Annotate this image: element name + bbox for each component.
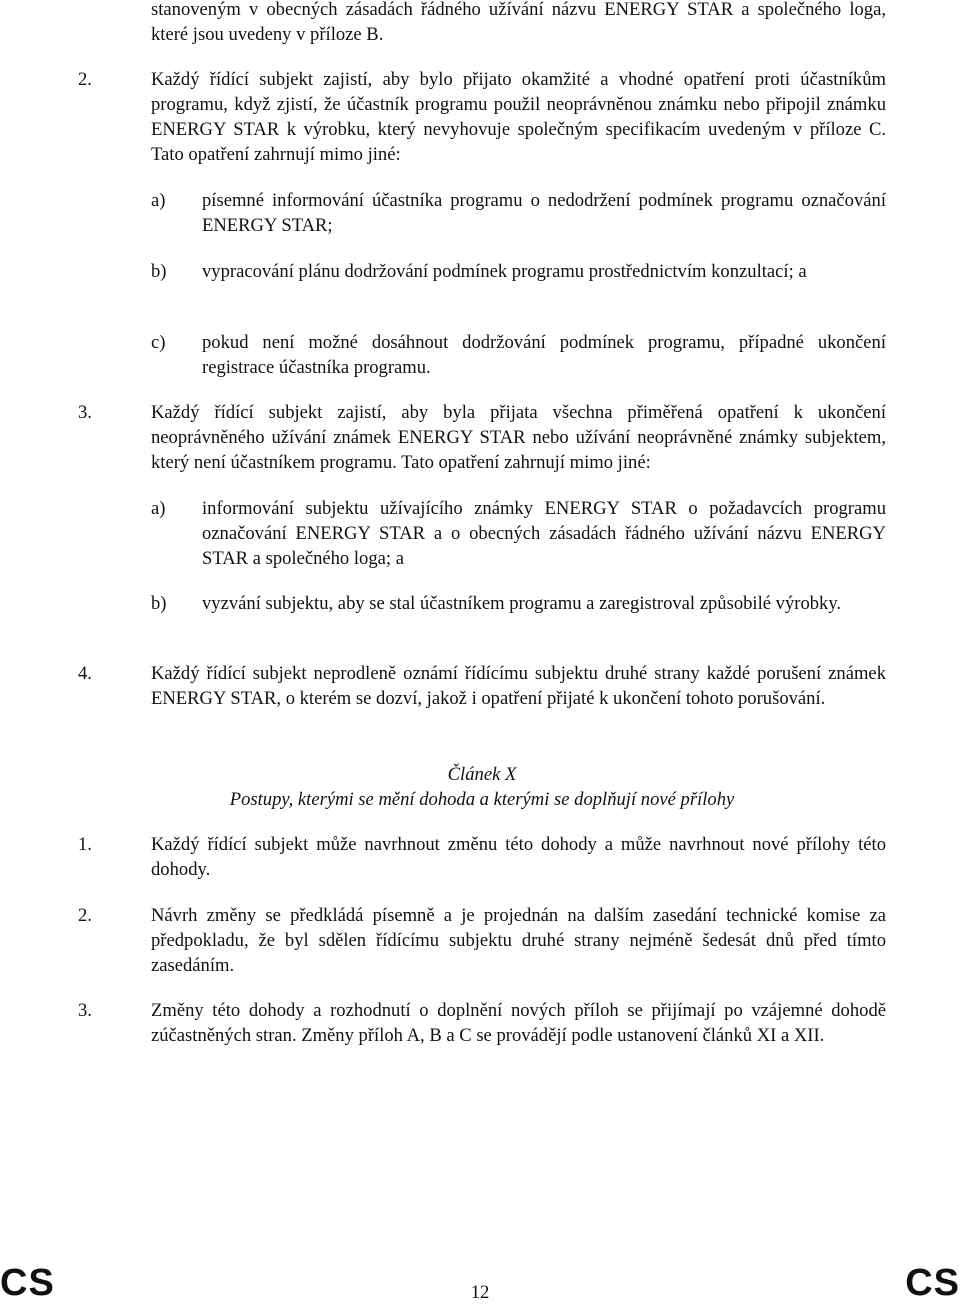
paragraph-text: Změny této dohody a rozhodnutí o doplnění nových příloh se přijímají po vzájemné dohodě zúčastněných stran. Změny příloh A, B a C se provádějí podle ustanovení článků XI a XII.	[151, 1000, 886, 1046]
paragraph-text: Každý řídící subjekt neprodleně oznámí řídícímu subjektu druhé strany každé porušení známek ENERGY STAR, o kterém se dozví, jakož i opatření přijaté k ukončení tohoto porušování.	[151, 663, 886, 709]
intro-continuation	[78, 0, 886, 47]
paragraph-number: 4.	[78, 663, 92, 684]
paragraph-number: 2.	[78, 905, 92, 926]
list-letter: c)	[151, 332, 166, 353]
article-title: Článek X	[447, 764, 517, 785]
list-item-2b	[151, 259, 886, 284]
footer-language-left: CS	[0, 1262, 55, 1304]
article-x-paragraph-2	[78, 903, 886, 978]
list-text: vypracování plánu dodržování podmínek programu prostřednictvím konzultací; a	[202, 261, 807, 282]
list-letter: a)	[151, 190, 166, 211]
list-letter: b)	[151, 261, 167, 282]
paragraph-text: Každý řídící subjekt může navrhnout změnu této dohody a může navrhnout nové přílohy této dohody.	[151, 834, 886, 880]
paragraph-text: Každý řídící subjekt zajistí, aby bylo přijato okamžité a vhodné opatření proti účastníkům programu, když zjistí, že účastník programu použil neoprávněnou známku nebo připojil známku ENERGY STAR k výrobku, který nevyhovuje společným specifikacím uvedeným v příloze C. Tato opatření zahrnují mimo jiné:	[151, 69, 886, 165]
paragraph-number: 1.	[78, 834, 92, 855]
paragraph-4	[78, 661, 886, 711]
paragraph-number: 2.	[78, 69, 92, 90]
paragraph-number: 3.	[78, 402, 92, 423]
list-item-2c	[151, 330, 886, 380]
list-letter: b)	[151, 593, 167, 614]
page-number: 12	[470, 1282, 490, 1303]
list-item-2a	[151, 188, 886, 238]
paragraph-number: 3.	[78, 1000, 92, 1021]
paragraph-text: Návrh změny se předkládá písemně a je projednán na dalším zasedání technické komise za předpokladu, že byl sdělen řídícímu subjektu druhé strany nejméně šedesát dnů před tímto zasedáním.	[151, 905, 886, 976]
footer-language-right: CS	[905, 1262, 960, 1304]
list-text: vyzvání subjektu, aby se stal účastníkem programu a zaregistroval způsobilé výrobky.	[202, 593, 842, 614]
article-x-paragraph-3	[78, 998, 886, 1048]
list-letter: a)	[151, 498, 166, 519]
list-text: písemné informování účastníka programu o nedodržení podmínek programu označování ENERGY STAR;	[202, 190, 886, 236]
article-subtitle: Postupy, kterými se mění dohoda a kterými se doplňují nové přílohy	[229, 789, 735, 810]
list-text: informování subjektu užívajícího známky ENERGY STAR o požadavcích programu označování ENERGY STAR a o obecných zásadách řádného užívání názvu ENERGY STAR a společného loga; a	[202, 498, 886, 569]
paragraph-2	[78, 67, 886, 167]
list-item-3b	[151, 591, 886, 616]
list-text: pokud není možné dosáhnout dodržování podmínek programu, případné ukončení registrace účastníka programu.	[202, 332, 886, 378]
article-x-paragraph-1	[78, 832, 886, 882]
paragraph-3	[78, 400, 886, 475]
paragraph-text: Každý řídící subjekt zajistí, aby byla přijata všechna přiměřená opatření k ukončení neoprávněného užívání známek ENERGY STAR nebo užívání neoprávněné známky subjektem, který není účastníkem programu. Tato opatření zahrnují mimo jiné:	[151, 402, 886, 473]
list-item-3a	[151, 496, 886, 571]
intro-text: stanoveným v obecných zásadách řádného užívání názvu ENERGY STAR a společného loga, které jsou uvedeny v příloze B.	[151, 0, 886, 45]
